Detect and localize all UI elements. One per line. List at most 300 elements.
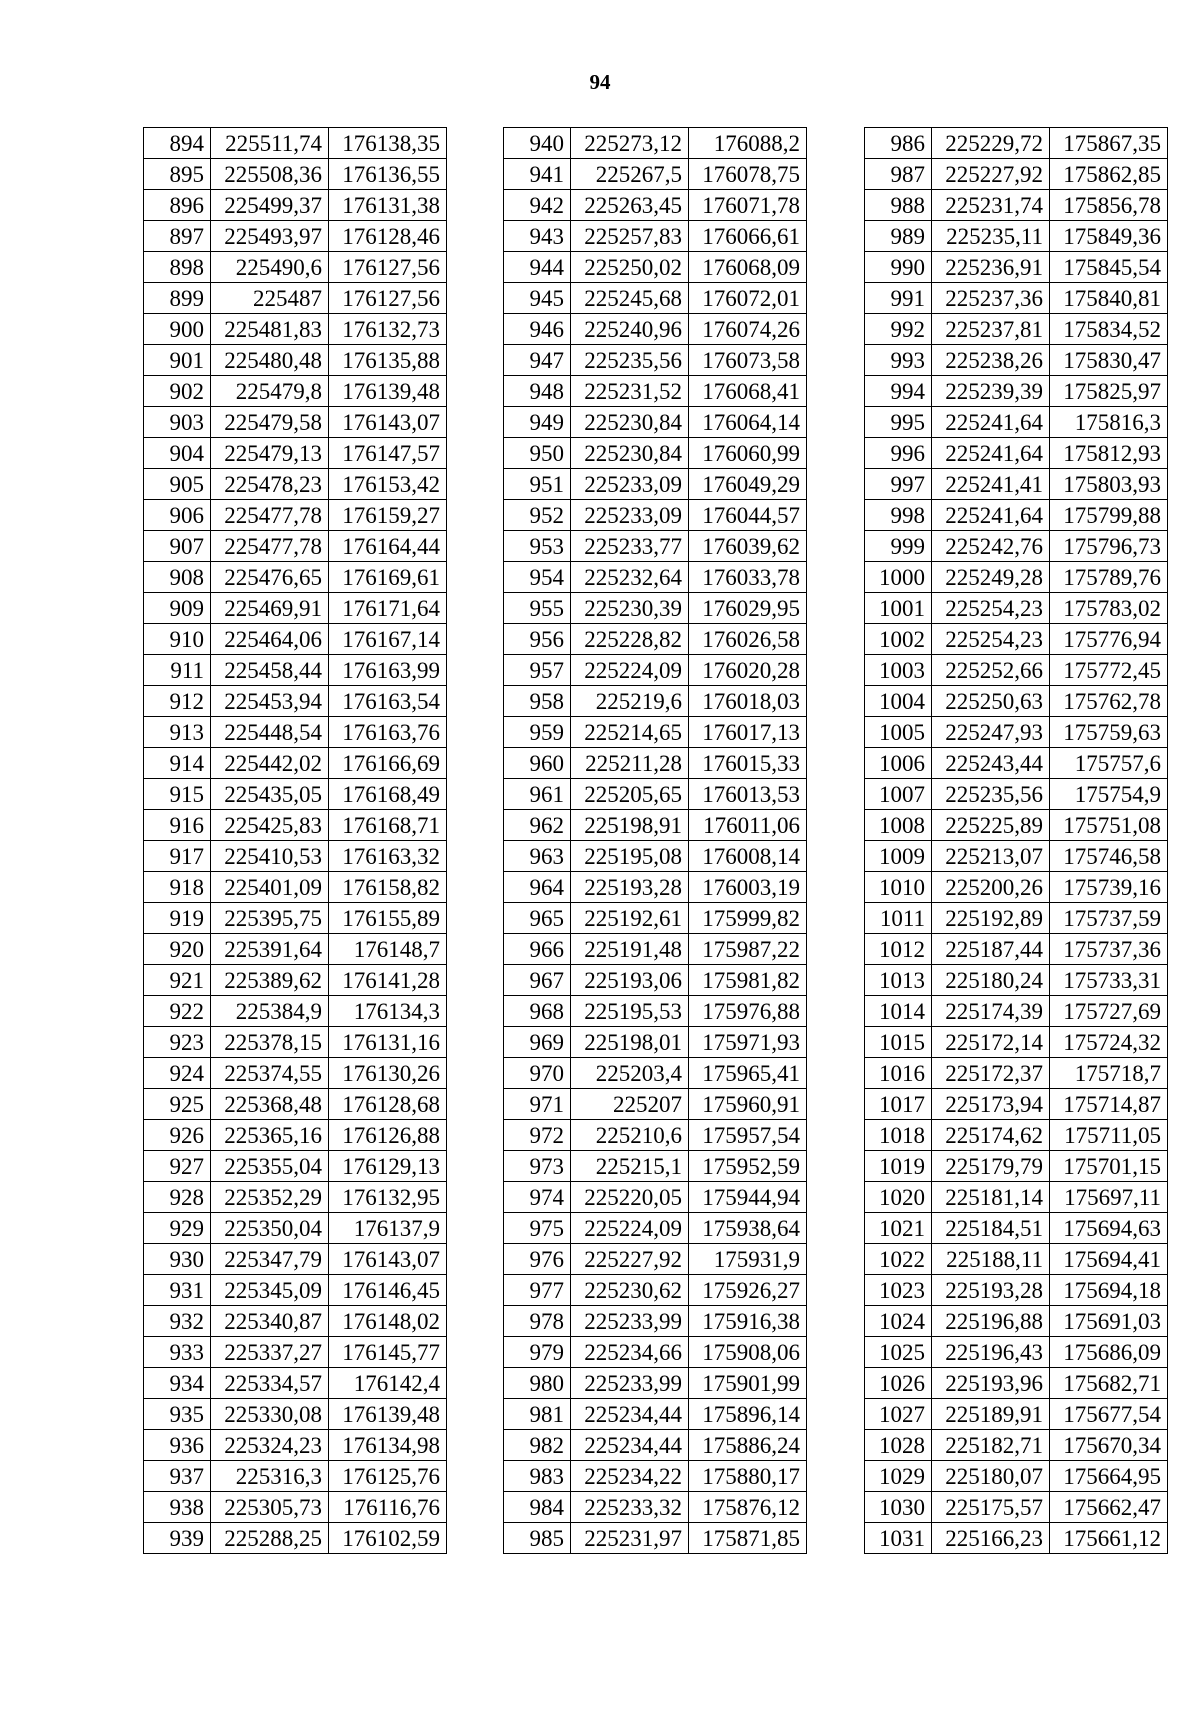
x-coordinate-cell: 225231,97 [571,1523,689,1554]
table-row [865,1027,1168,1058]
point-number-cell: 946 [504,314,571,345]
point-number-cell: 1011 [865,903,932,934]
table-row [504,1213,807,1244]
table-row [504,562,807,593]
x-coordinate-cell: 225205,65 [571,779,689,810]
x-coordinate-cell: 225365,16 [211,1120,329,1151]
table-row [865,438,1168,469]
y-coordinate-cell: 175816,3 [1050,407,1168,438]
x-coordinate-cell: 225368,48 [211,1089,329,1120]
coordinates-table-2 [503,127,807,1554]
point-number-cell: 957 [504,655,571,686]
table-row [144,314,447,345]
y-coordinate-cell: 176135,88 [329,345,447,376]
y-coordinate-cell: 176131,38 [329,190,447,221]
x-coordinate-cell: 225219,6 [571,686,689,717]
table-row [504,469,807,500]
table-row [144,903,447,934]
table-row [504,655,807,686]
x-coordinate-cell: 225227,92 [571,1244,689,1275]
x-coordinate-cell: 225241,64 [932,438,1050,469]
x-coordinate-cell: 225236,91 [932,252,1050,283]
y-coordinate-cell: 176134,98 [329,1430,447,1461]
point-number-cell: 910 [144,624,211,655]
point-number-cell: 928 [144,1182,211,1213]
table-row [144,1244,447,1275]
y-coordinate-cell: 175931,9 [689,1244,807,1275]
x-coordinate-cell: 225453,94 [211,686,329,717]
table-row [144,252,447,283]
x-coordinate-cell: 225198,91 [571,810,689,841]
y-coordinate-cell: 176143,07 [329,407,447,438]
x-coordinate-cell: 225250,63 [932,686,1050,717]
point-number-cell: 909 [144,593,211,624]
x-coordinate-cell: 225231,52 [571,376,689,407]
point-number-cell: 913 [144,717,211,748]
y-coordinate-cell: 176134,3 [329,996,447,1027]
x-coordinate-cell: 225487 [211,283,329,314]
y-coordinate-cell: 175862,85 [1050,159,1168,190]
y-coordinate-cell: 175803,93 [1050,469,1168,500]
point-number-cell: 963 [504,841,571,872]
x-coordinate-cell: 225511,74 [211,128,329,159]
x-coordinate-cell: 225499,37 [211,190,329,221]
x-coordinate-cell: 225241,64 [932,500,1050,531]
point-number-cell: 956 [504,624,571,655]
x-coordinate-cell: 225224,09 [571,655,689,686]
table-row [144,190,447,221]
x-coordinate-cell: 225234,22 [571,1461,689,1492]
y-coordinate-cell: 176129,13 [329,1151,447,1182]
y-coordinate-cell: 176064,14 [689,407,807,438]
x-coordinate-cell: 225233,09 [571,469,689,500]
table-row [865,469,1168,500]
table-row [865,841,1168,872]
y-coordinate-cell: 176018,03 [689,686,807,717]
coordinates-table-1 [143,127,447,1554]
x-coordinate-cell: 225180,24 [932,965,1050,996]
y-coordinate-cell: 175926,27 [689,1275,807,1306]
x-coordinate-cell: 225237,81 [932,314,1050,345]
x-coordinate-cell: 225215,1 [571,1151,689,1182]
table-row [865,1151,1168,1182]
table-row [504,810,807,841]
table-row [865,1244,1168,1275]
x-coordinate-cell: 225192,89 [932,903,1050,934]
table-row [144,1058,447,1089]
y-coordinate-cell: 175701,15 [1050,1151,1168,1182]
y-coordinate-cell: 176153,42 [329,469,447,500]
point-number-cell: 930 [144,1244,211,1275]
y-coordinate-cell: 175686,09 [1050,1337,1168,1368]
table-row [504,1430,807,1461]
table-row [504,686,807,717]
y-coordinate-cell: 176143,07 [329,1244,447,1275]
table-row [865,314,1168,345]
y-coordinate-cell: 175856,78 [1050,190,1168,221]
table-row [865,252,1168,283]
y-coordinate-cell: 176020,28 [689,655,807,686]
point-number-cell: 982 [504,1430,571,1461]
point-number-cell: 1023 [865,1275,932,1306]
point-number-cell: 1012 [865,934,932,965]
table-row [865,1523,1168,1554]
x-coordinate-cell: 225479,13 [211,438,329,469]
y-coordinate-cell: 175776,94 [1050,624,1168,655]
point-number-cell: 1009 [865,841,932,872]
table-row [504,1089,807,1120]
table-row [865,1120,1168,1151]
point-number-cell: 977 [504,1275,571,1306]
table-row [144,1182,447,1213]
y-coordinate-cell: 175886,24 [689,1430,807,1461]
point-number-cell: 932 [144,1306,211,1337]
point-number-cell: 992 [865,314,932,345]
point-number-cell: 965 [504,903,571,934]
x-coordinate-cell: 225233,99 [571,1306,689,1337]
x-coordinate-cell: 225233,32 [571,1492,689,1523]
table-row [144,1306,447,1337]
table-row [865,996,1168,1027]
x-coordinate-cell: 225378,15 [211,1027,329,1058]
y-coordinate-cell: 175711,05 [1050,1120,1168,1151]
table-row [865,1058,1168,1089]
y-coordinate-cell: 175957,54 [689,1120,807,1151]
table-row [144,562,447,593]
x-coordinate-cell: 225401,09 [211,872,329,903]
table-row [144,345,447,376]
y-coordinate-cell: 175762,78 [1050,686,1168,717]
table-row [504,965,807,996]
x-coordinate-cell: 225425,83 [211,810,329,841]
point-number-cell: 947 [504,345,571,376]
y-coordinate-cell: 176163,54 [329,686,447,717]
x-coordinate-cell: 225211,28 [571,748,689,779]
x-coordinate-cell: 225247,93 [932,717,1050,748]
y-coordinate-cell: 176026,58 [689,624,807,655]
y-coordinate-cell: 175799,88 [1050,500,1168,531]
y-coordinate-cell: 176011,06 [689,810,807,841]
x-coordinate-cell: 225252,66 [932,655,1050,686]
y-coordinate-cell: 176171,64 [329,593,447,624]
table-row [144,841,447,872]
table-row [504,500,807,531]
point-number-cell: 972 [504,1120,571,1151]
point-number-cell: 895 [144,159,211,190]
point-number-cell: 986 [865,128,932,159]
x-coordinate-cell: 225200,26 [932,872,1050,903]
point-number-cell: 926 [144,1120,211,1151]
point-number-cell: 995 [865,407,932,438]
x-coordinate-cell: 225257,83 [571,221,689,252]
point-number-cell: 920 [144,934,211,965]
table-row [865,903,1168,934]
table-row [144,1523,447,1554]
x-coordinate-cell: 225233,09 [571,500,689,531]
y-coordinate-cell: 175896,14 [689,1399,807,1430]
y-coordinate-cell: 176138,35 [329,128,447,159]
x-coordinate-cell: 225493,97 [211,221,329,252]
x-coordinate-cell: 225230,84 [571,407,689,438]
point-number-cell: 1014 [865,996,932,1027]
y-coordinate-cell: 175682,71 [1050,1368,1168,1399]
point-number-cell: 958 [504,686,571,717]
x-coordinate-cell: 225210,6 [571,1120,689,1151]
x-coordinate-cell: 225228,82 [571,624,689,655]
table-row [504,1461,807,1492]
point-number-cell: 952 [504,500,571,531]
point-number-cell: 966 [504,934,571,965]
x-coordinate-cell: 225235,11 [932,221,1050,252]
point-number-cell: 983 [504,1461,571,1492]
x-coordinate-cell: 225347,79 [211,1244,329,1275]
point-number-cell: 1007 [865,779,932,810]
table-row [144,531,447,562]
x-coordinate-cell: 225476,65 [211,562,329,593]
x-coordinate-cell: 225173,94 [932,1089,1050,1120]
table-row [144,1027,447,1058]
table-row [504,996,807,1027]
x-coordinate-cell: 225239,39 [932,376,1050,407]
point-number-cell: 984 [504,1492,571,1523]
y-coordinate-cell: 175746,58 [1050,841,1168,872]
point-number-cell: 1022 [865,1244,932,1275]
table-row [865,1461,1168,1492]
y-coordinate-cell: 176166,69 [329,748,447,779]
y-coordinate-cell: 176078,75 [689,159,807,190]
table-row [865,686,1168,717]
x-coordinate-cell: 225174,39 [932,996,1050,1027]
table-row [865,934,1168,965]
x-coordinate-cell: 225477,78 [211,500,329,531]
x-coordinate-cell: 225230,84 [571,438,689,469]
point-number-cell: 934 [144,1368,211,1399]
point-number-cell: 979 [504,1337,571,1368]
point-number-cell: 955 [504,593,571,624]
point-number-cell: 953 [504,531,571,562]
point-number-cell: 1021 [865,1213,932,1244]
y-coordinate-cell: 175662,47 [1050,1492,1168,1523]
x-coordinate-cell: 225254,23 [932,624,1050,655]
point-number-cell: 954 [504,562,571,593]
x-coordinate-cell: 225195,08 [571,841,689,872]
x-coordinate-cell: 225374,55 [211,1058,329,1089]
x-coordinate-cell: 225234,44 [571,1399,689,1430]
y-coordinate-cell: 176127,56 [329,283,447,314]
table-row [144,1399,447,1430]
x-coordinate-cell: 225225,89 [932,810,1050,841]
x-coordinate-cell: 225350,04 [211,1213,329,1244]
point-number-cell: 969 [504,1027,571,1058]
table-row [865,407,1168,438]
y-coordinate-cell: 176132,95 [329,1182,447,1213]
x-coordinate-cell: 225481,83 [211,314,329,345]
x-coordinate-cell: 225233,77 [571,531,689,562]
table-row [144,1337,447,1368]
page-number: 94 [589,70,611,94]
point-number-cell: 996 [865,438,932,469]
y-coordinate-cell: 176148,7 [329,934,447,965]
point-number-cell: 950 [504,438,571,469]
y-coordinate-cell: 176158,82 [329,872,447,903]
point-number-cell: 1006 [865,748,932,779]
point-number-cell: 1027 [865,1399,932,1430]
table-row [144,1213,447,1244]
y-coordinate-cell: 176155,89 [329,903,447,934]
y-coordinate-cell: 175840,81 [1050,283,1168,314]
y-coordinate-cell: 175952,59 [689,1151,807,1182]
x-coordinate-cell: 225288,25 [211,1523,329,1554]
point-number-cell: 973 [504,1151,571,1182]
y-coordinate-cell: 175796,73 [1050,531,1168,562]
table-row [504,1151,807,1182]
point-number-cell: 919 [144,903,211,934]
y-coordinate-cell: 175724,32 [1050,1027,1168,1058]
table-row [144,283,447,314]
point-number-cell: 1030 [865,1492,932,1523]
point-number-cell: 1000 [865,562,932,593]
y-coordinate-cell: 176008,14 [689,841,807,872]
point-number-cell: 902 [144,376,211,407]
table-row [504,190,807,221]
y-coordinate-cell: 175971,93 [689,1027,807,1058]
x-coordinate-cell: 225305,73 [211,1492,329,1523]
y-coordinate-cell: 176060,99 [689,438,807,469]
y-coordinate-cell: 176074,26 [689,314,807,345]
x-coordinate-cell: 225243,44 [932,748,1050,779]
point-number-cell: 897 [144,221,211,252]
x-coordinate-cell: 225230,62 [571,1275,689,1306]
x-coordinate-cell: 225182,71 [932,1430,1050,1461]
x-coordinate-cell: 225334,57 [211,1368,329,1399]
table-row [865,1399,1168,1430]
point-number-cell: 894 [144,128,211,159]
y-coordinate-cell: 176163,99 [329,655,447,686]
table-row [504,872,807,903]
table-row [504,1182,807,1213]
y-coordinate-cell: 176071,78 [689,190,807,221]
point-number-cell: 1024 [865,1306,932,1337]
table-row [144,1368,447,1399]
x-coordinate-cell: 225192,61 [571,903,689,934]
point-number-cell: 914 [144,748,211,779]
x-coordinate-cell: 225193,96 [932,1368,1050,1399]
point-number-cell: 1003 [865,655,932,686]
table-row [144,686,447,717]
y-coordinate-cell: 175976,88 [689,996,807,1027]
x-coordinate-cell: 225232,64 [571,562,689,593]
table-row [865,624,1168,655]
point-number-cell: 981 [504,1399,571,1430]
y-coordinate-cell: 176015,33 [689,748,807,779]
table-row [144,934,447,965]
y-coordinate-cell: 176167,14 [329,624,447,655]
point-number-cell: 960 [504,748,571,779]
table-row [504,1244,807,1275]
x-coordinate-cell: 225448,54 [211,717,329,748]
point-number-cell: 949 [504,407,571,438]
table-row [865,159,1168,190]
point-number-cell: 1018 [865,1120,932,1151]
table-row [504,624,807,655]
x-coordinate-cell: 225224,09 [571,1213,689,1244]
y-coordinate-cell: 176169,61 [329,562,447,593]
point-number-cell: 1031 [865,1523,932,1554]
point-number-cell: 959 [504,717,571,748]
table-row [144,1089,447,1120]
x-coordinate-cell: 225238,26 [932,345,1050,376]
y-coordinate-cell: 175845,54 [1050,252,1168,283]
y-coordinate-cell: 176139,48 [329,376,447,407]
x-coordinate-cell: 225229,72 [932,128,1050,159]
table-row [504,531,807,562]
y-coordinate-cell: 175867,35 [1050,128,1168,159]
point-number-cell: 1028 [865,1430,932,1461]
table-row [144,1151,447,1182]
table-row [144,438,447,469]
table-row [865,748,1168,779]
table-row [504,1275,807,1306]
table-row [865,1182,1168,1213]
point-number-cell: 923 [144,1027,211,1058]
x-coordinate-cell: 225330,08 [211,1399,329,1430]
table-row [865,562,1168,593]
x-coordinate-cell: 225345,09 [211,1275,329,1306]
y-coordinate-cell: 175938,64 [689,1213,807,1244]
table-row [865,810,1168,841]
point-number-cell: 1015 [865,1027,932,1058]
x-coordinate-cell: 225477,78 [211,531,329,562]
point-number-cell: 1002 [865,624,932,655]
point-number-cell: 911 [144,655,211,686]
y-coordinate-cell: 176163,76 [329,717,447,748]
table-row [144,748,447,779]
x-coordinate-cell: 225352,29 [211,1182,329,1213]
table-row [144,872,447,903]
table-row [865,779,1168,810]
y-coordinate-cell: 175987,22 [689,934,807,965]
x-coordinate-cell: 225187,44 [932,934,1050,965]
point-number-cell: 975 [504,1213,571,1244]
x-coordinate-cell: 225478,23 [211,469,329,500]
table-row [865,345,1168,376]
table-row [504,934,807,965]
x-coordinate-cell: 225263,45 [571,190,689,221]
y-coordinate-cell: 176128,46 [329,221,447,252]
x-coordinate-cell: 225273,12 [571,128,689,159]
point-number-cell: 961 [504,779,571,810]
y-coordinate-cell: 176139,48 [329,1399,447,1430]
y-coordinate-cell: 175849,36 [1050,221,1168,252]
x-coordinate-cell: 225203,4 [571,1058,689,1089]
point-number-cell: 994 [865,376,932,407]
table-row [504,345,807,376]
x-coordinate-cell: 225193,28 [571,872,689,903]
point-number-cell: 985 [504,1523,571,1554]
table-row [144,1461,447,1492]
y-coordinate-cell: 175714,87 [1050,1089,1168,1120]
table-row [865,190,1168,221]
x-coordinate-cell: 225174,62 [932,1120,1050,1151]
table-row [504,1120,807,1151]
x-coordinate-cell: 225180,07 [932,1461,1050,1492]
x-coordinate-cell: 225166,23 [932,1523,1050,1554]
y-coordinate-cell: 176132,73 [329,314,447,345]
x-coordinate-cell: 225442,02 [211,748,329,779]
x-coordinate-cell: 225230,39 [571,593,689,624]
point-number-cell: 921 [144,965,211,996]
y-coordinate-cell: 175830,47 [1050,345,1168,376]
